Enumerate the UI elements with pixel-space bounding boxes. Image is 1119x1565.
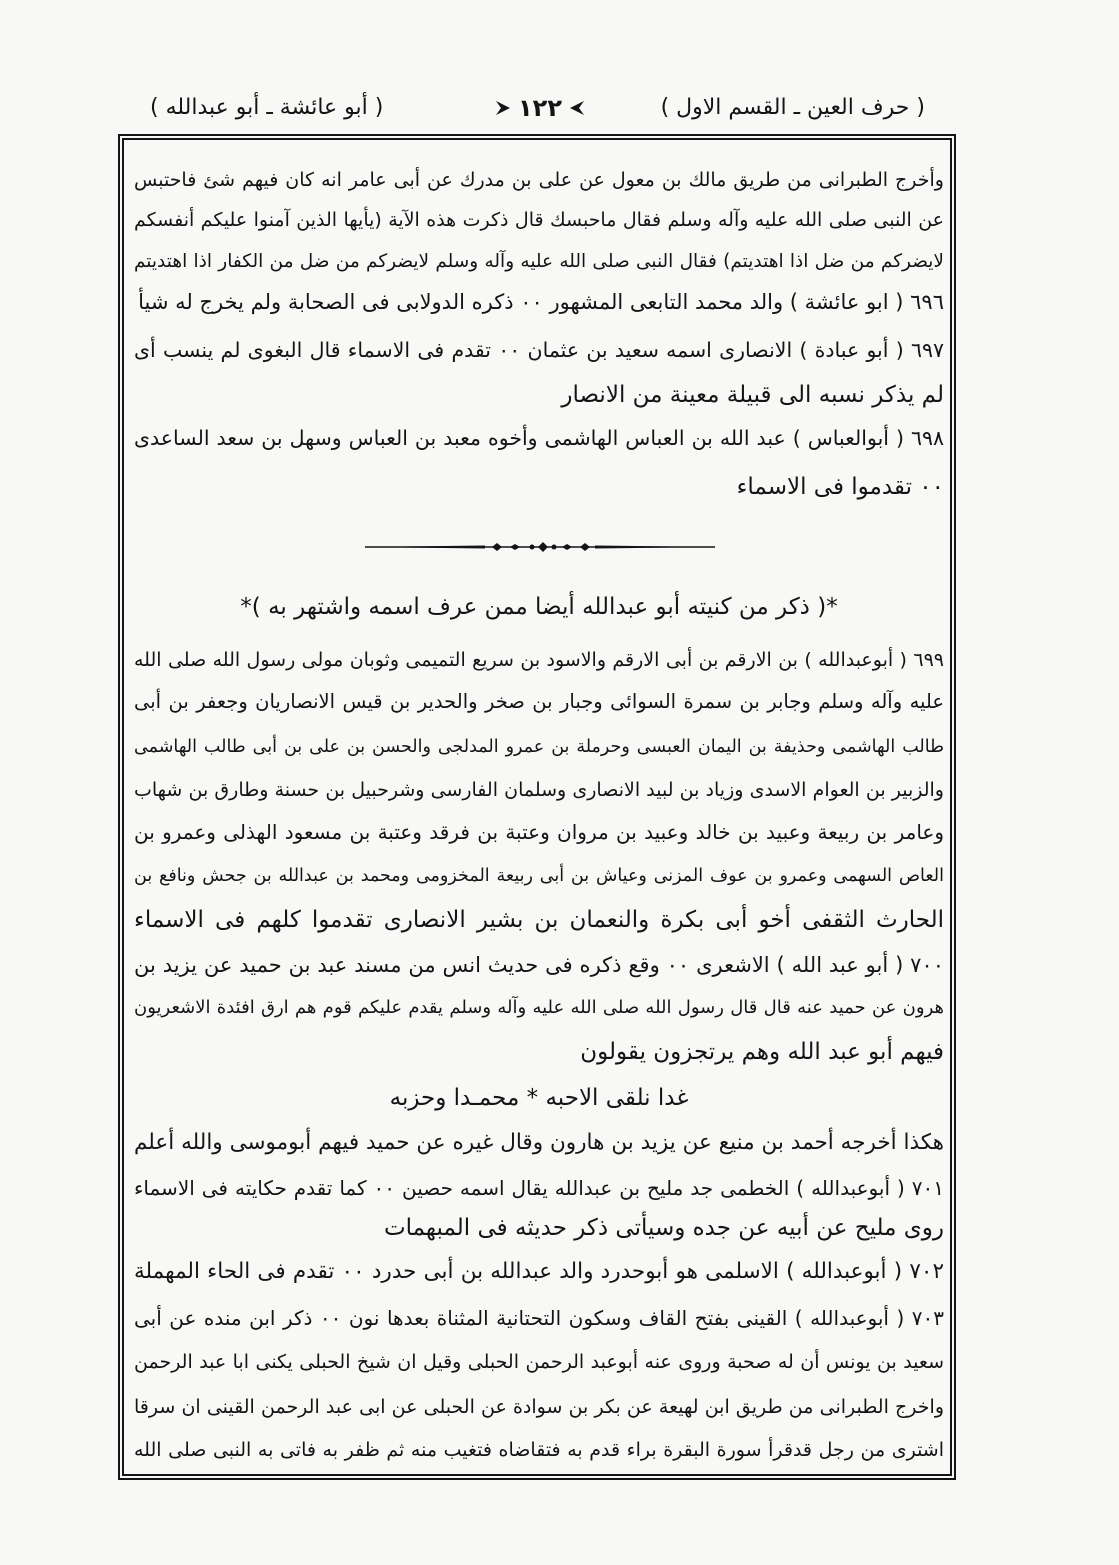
text-line: لايضركم من ضل اذا اهتديتم) فقال النبى صلى الله عليه وآله وسلم لايضركم من ضل من الكفار اذا اهتديتم [134, 251, 944, 272]
right-ornament-icon [494, 98, 512, 118]
entry-line-703: ٧٠٣ ( أبوعبدالله ) القينى بفتح القاف وسكون التحتانية المثناة بعدها نون ٠٠ ذكر ابن منده عن أبى [134, 1306, 944, 1330]
text-line: واخرج الطبرانى من طريق ابن لهيعة عن بكر بن سوادة عن الحبلى عن ابى عبد الرحمن القينى ان سرقا [134, 1396, 944, 1418]
entry-line-698: ٦٩٨ ( أبوالعباس ) عبد الله بن العباس الهاشمى وأخوه معبد بن العباس وسهل بن سعد الساعدى [134, 426, 944, 450]
text-line: وأخرج الطبرانى من طريق مالك بن معول عن على بن مدرك عن أبى عامر انه كان فيهم شئ فاحتبس [134, 169, 944, 191]
text-line: العاص السهمى وعمرو بن عوف المزنى وعياش بن أبى ربيعة المخزومى ومحمد بن عبدالله بن جحش ونافع بن [134, 866, 944, 886]
running-header-right: ( حرف العين ـ القسم الاول ) [660, 95, 925, 120]
entry-line-696: ٦٩٦ ( ابو عائشة ) والد محمد التابعى المشهور ٠٠ ذكره الدولابى فى الصحابة ولم يخرج له شيأ [138, 290, 944, 314]
verse-line: غدا نلقى الاحبه * محمـدا وحزبه [389, 1085, 689, 1111]
page-number [470, 90, 610, 126]
text-line: هرون عن حميد عنه قال قال رسول الله صلى الله عليه وآله وسلم يقدم عليكم قوم هم ارق افئدة الاشعريون [134, 997, 944, 1018]
text-line: هكذا أخرجه أحمد بن منيع عن يزيد بن هارون وقال غيره عن حميد فيهم أبوموسى والله أعلم [134, 1130, 944, 1155]
entry-line-699: ٦٩٩ ( أبوعبدالله ) بن الارقم بن أبى الارقم والاسود بن سريع التميمى وثوبان مولى رسول الله صلى الله [134, 649, 944, 671]
text-line: اشترى من رجل قدقرأ سورة البقرة براء قدم به فتقاضاه فتغيب منه ثم ظفر به فاتى به النبى صلى الله [134, 1439, 944, 1461]
page-number-text: ١٢٢ [518, 94, 562, 122]
entry-line-697: ٦٩٧ ( أبو عبادة ) الانصارى اسمه سعيد بن عثمان ٠٠ تقدم فى الاسماء قال البغوى لم ينسب أى [134, 338, 944, 362]
entry-line-700: ٧٠٠ ( أبو عبد الله ) الاشعرى ٠٠ وقع ذكره فى حديث انس من مسند عبد بن حميد عن يزيد بن [134, 953, 944, 977]
text-line: وعامر بن ربيعة وعبيد بن خالد وعبيد بن مروان وعتبة بن فرقد وعتبة بن مسعود الهذلى وعمرو بن [134, 820, 944, 844]
entry-line-701: ٧٠١ ( أبوعبدالله ) الخطمى جد مليح بن عبدالله يقال اسمه حصين ٠٠ كما تقدم حكايته فى الاسماء [134, 1176, 944, 1200]
text-line: الحارث الثقفى أخو أبى بكرة والنعمان بن بشير الانصارى تقدموا كلهم فى الاسماء [134, 907, 944, 933]
section-heading: *( ذكر من كنيته أبو عبدالله أيضا ممن عرف اسمه واشتهر به )* [240, 594, 838, 620]
text-line: لم يذكر نسبه الى قبيلة معينة من الانصار [561, 382, 944, 408]
text-line: سعيد بن يونس أن له صحبة وروى عنه أبوعبد الرحمن الحبلى وقيل ان شيخ الحبلى يكنى ابا عبد الرحمن [134, 1351, 944, 1373]
text-line: روى مليح عن أبيه عن جده وسيأتى ذكر حديثه فى المبهمات [383, 1215, 944, 1241]
text-line: ٠٠ تقدموا فى الاسماء [736, 474, 944, 500]
text-line: والزبير بن العوام الاسدى وزياد بن لبيد الانصارى وسلمان الفارسى وشرحبيل بن حسنة وطارق بن شهاب [134, 779, 944, 801]
text-line: فيهم أبو عبد الله وهم يرتجزون يقولون [580, 1039, 944, 1065]
entry-line-702: ٧٠٢ ( أبوعبدالله ) الاسلمى هو أبوحدرد والد عبدالله بن أبى حدرد ٠٠ تقدم فى الحاء المهملة [134, 1259, 944, 1284]
text-line: طالب الهاشمى وحذيفة بن اليمان العبسى وحرملة بن عمرو المدلجى والحسن بن على بن أبى طالب الهاشمى [134, 737, 944, 757]
running-header-left: ( أبو عائشة ـ أبو عبدالله ) [150, 95, 384, 120]
ornamental-divider [360, 537, 720, 557]
text-line: عن النبى صلى الله عليه وآله وسلم فقال ماحبسك قال ذكرت هذه الآية (يأيها الذين آمنوا عليكم أنفسكم [134, 209, 944, 231]
text-line: عليه وآله وسلم وجابر بن سمرة السوائى وجبار بن صخر والحدير بن قيس الانصاريان وجعفر بن أبى [134, 690, 944, 713]
left-ornament-icon [568, 98, 586, 118]
